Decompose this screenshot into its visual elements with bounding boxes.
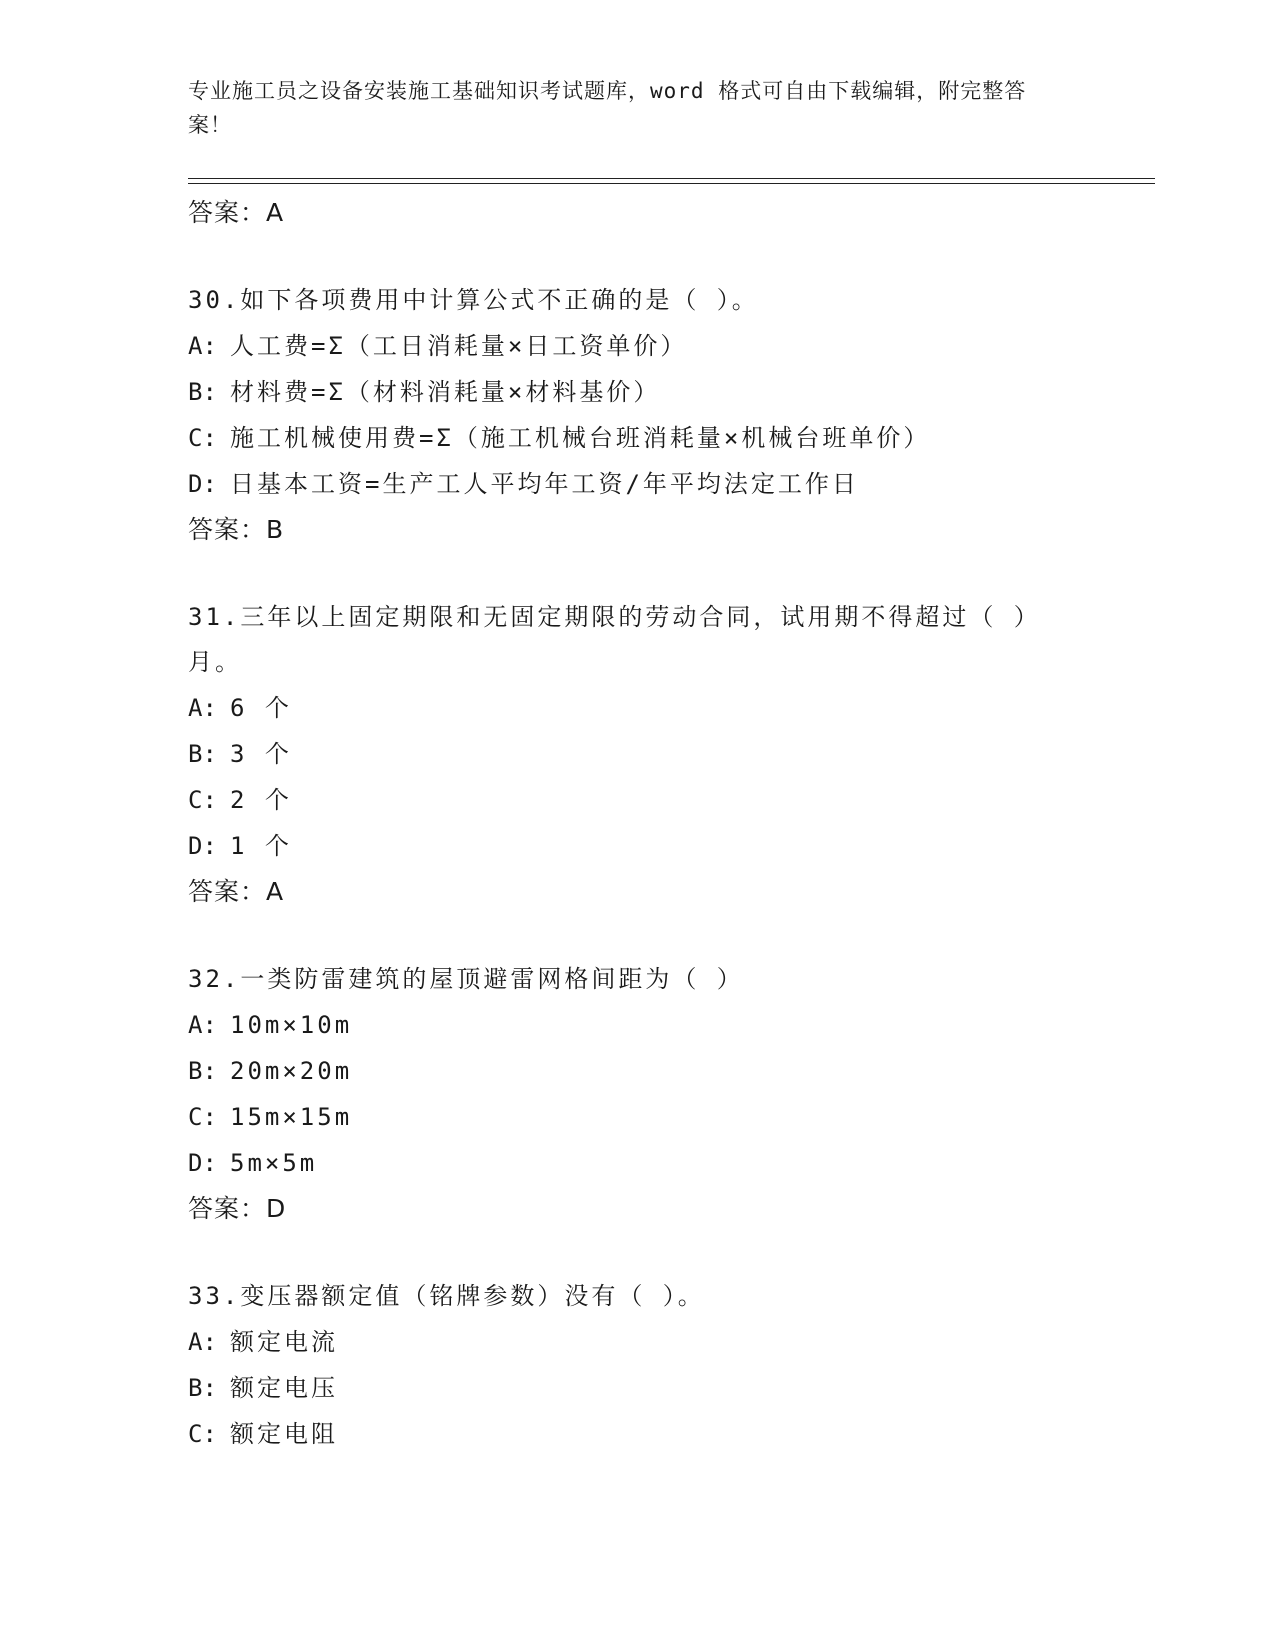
- option-key: A:: [188, 332, 217, 360]
- option-b: [188, 1365, 1088, 1411]
- option-key: C:: [188, 424, 217, 452]
- page-header: 专业施工员之设备安装施工基础知识考试题库，word 格式可自由下载编辑，附完整答案！: [188, 79, 1027, 137]
- question-block: [188, 595, 1088, 915]
- option-text: 额定电阻: [230, 1420, 338, 1448]
- option-d: [188, 823, 1088, 869]
- option-a: [188, 323, 1088, 369]
- answer-line: 答案：A: [188, 877, 285, 906]
- option-text: 施工机械使用费=Σ（施工机械台班消耗量×机械台班单价）: [230, 424, 931, 452]
- question-stem: 32.一类防雷建筑的屋顶避雷网格间距为（ ）: [188, 965, 744, 993]
- option-text: 6 个: [230, 694, 292, 722]
- option-text: 材料费=Σ（材料消耗量×材料基价）: [230, 378, 661, 406]
- option-key: C:: [188, 1420, 217, 1448]
- header-rule-bottom: [188, 183, 1155, 184]
- question-block: [188, 278, 1088, 553]
- option-text: 10m×10m: [230, 1011, 353, 1039]
- option-text: 额定电流: [230, 1328, 338, 1356]
- option-a: [188, 1319, 1088, 1365]
- option-a: [188, 685, 1088, 731]
- option-text: 1 个: [230, 832, 292, 860]
- option-text: 15m×15m: [230, 1103, 353, 1131]
- option-b: [188, 731, 1088, 777]
- option-b: [188, 1048, 1088, 1094]
- option-text: 日基本工资=生产工人平均年工资/年平均法定工作日: [230, 470, 859, 498]
- option-c: [188, 415, 1088, 461]
- option-key: B:: [188, 378, 217, 406]
- option-d: [188, 1140, 1088, 1186]
- option-d: [188, 461, 1088, 507]
- option-key: D:: [188, 832, 217, 860]
- answer-line: 答案：D: [188, 1194, 287, 1223]
- option-key: B:: [188, 1374, 217, 1402]
- option-c: [188, 1094, 1088, 1140]
- option-a: [188, 1002, 1088, 1048]
- answer-line: 答案：A: [188, 198, 285, 227]
- option-key: C:: [188, 786, 217, 814]
- option-key: C:: [188, 1103, 217, 1131]
- option-key: D:: [188, 470, 217, 498]
- option-text: 2 个: [230, 786, 292, 814]
- option-key: A:: [188, 694, 217, 722]
- answer-line: 答案：B: [188, 515, 285, 544]
- option-text: 20m×20m: [230, 1057, 353, 1085]
- option-c: [188, 1411, 1088, 1457]
- option-key: A:: [188, 1328, 217, 1356]
- option-text: 人工费=Σ（工日消耗量×日工资单价）: [230, 332, 688, 360]
- option-text: 3 个: [230, 740, 292, 768]
- question-list: [188, 190, 1088, 1457]
- option-c: [188, 777, 1088, 823]
- question-stem: 30.如下各项费用中计算公式不正确的是（ ）。: [188, 286, 759, 314]
- option-b: [188, 369, 1088, 415]
- option-text: 5m×5m: [230, 1149, 318, 1177]
- header-rule-top: [188, 178, 1155, 179]
- option-text: 额定电压: [230, 1374, 338, 1402]
- question-stem: 31.三年以上固定期限和无固定期限的劳动合同，试用期不得超过（ ）月。: [188, 603, 1041, 676]
- question-block: [188, 957, 1088, 1232]
- option-key: D:: [188, 1149, 217, 1177]
- option-key: B:: [188, 740, 217, 768]
- question-stem: 33.变压器额定值（铭牌参数）没有（ ）。: [188, 1282, 705, 1310]
- question-block: [188, 1274, 1088, 1457]
- option-key: A:: [188, 1011, 217, 1039]
- option-key: B:: [188, 1057, 217, 1085]
